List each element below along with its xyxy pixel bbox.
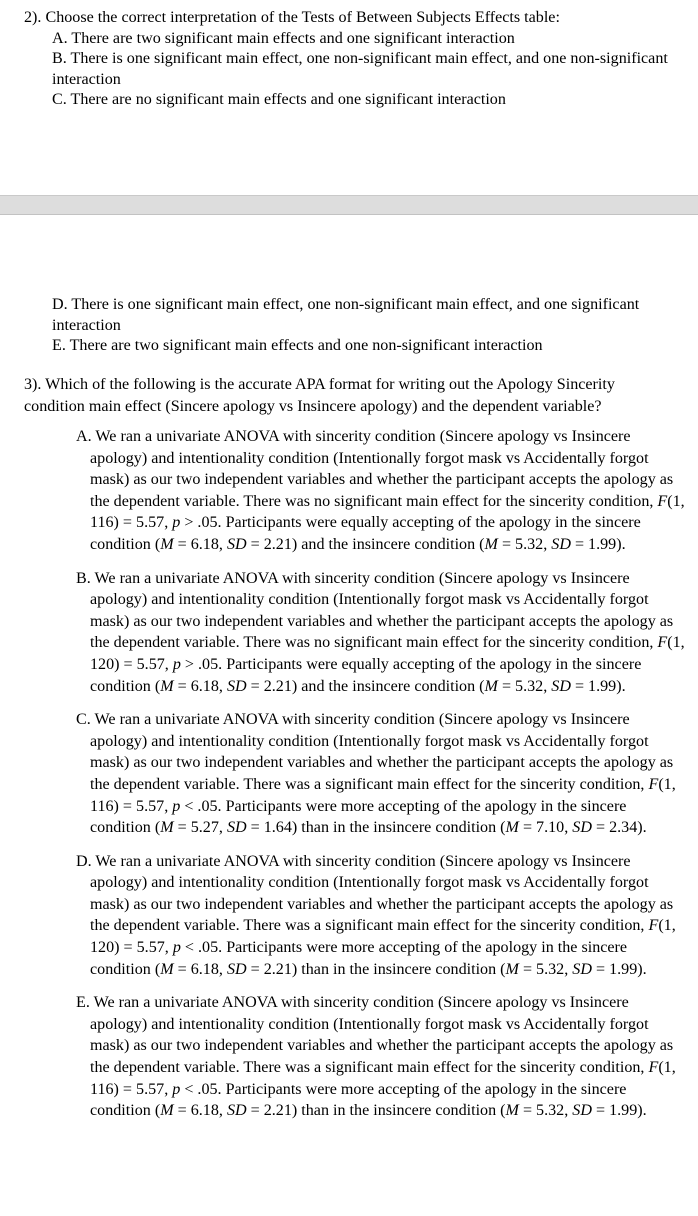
question-2-stem: 2). Choose the correct interpretation of the Tests of Between Subjects Effects table: [24,9,560,26]
option-b-sd2-symbol: SD [551,677,571,695]
option-c-lead-text: We ran a univariate ANOVA with sincerity condition (Sincere apology vs Insincere apology) and intentionality condition (Intentionally forgot mask vs Accidentally forgot mask) as our two independent variables and whether the participant accepts the apology as the dependent variable. There was a significant main effect for the sincerity condition, [90,711,674,793]
option-a-p-value: > .05. [180,514,226,532]
option-c-f-symbol: F [648,775,659,793]
option-b-m1-symbol: M [160,677,174,695]
question-2-option-a[interactable]: A. There are two significant main effects and one significant interaction [52,29,515,47]
option-e-sd2-value: = 1.99). [591,1102,647,1120]
option-d-m1-symbol: M [160,960,174,978]
option-a-p-symbol: p [172,514,181,532]
option-b-middle-text: Participants were equally accepting of the apology in the sincere condition ( [90,655,642,695]
option-e-m2-value: = 5.32, [518,1102,573,1120]
option-c-p-symbol: p [172,797,181,815]
option-e-p-value: < .05. [180,1080,226,1098]
option-c-m1-value: = 5.27, [173,819,227,837]
option-d-lead-text: We ran a univariate ANOVA with sincerity condition (Sincere apology vs Insincere apology) and intentionality condition (Intentionally forgot mask vs Accidentally forgot mask) as our two independent variables and whether the participant accepts the apology as the dependent variable. There was a significant main effect for the sincerity condition, [90,852,674,935]
option-c-letter: C. [76,711,91,729]
option-e-letter: E. [76,994,90,1012]
option-a-m2-symbol: M [484,535,498,553]
question-2-option-e[interactable]: E. There are two significant main effects and one non-significant interaction [52,337,543,354]
option-b-letter: B. [76,569,91,587]
option-c-middle-text: Participants were more accepting of the apology in the sincere condition ( [90,797,627,837]
option-a-lead-text: We ran a univariate ANOVA with sincerity condition (Sincere apology vs Insincere apology) and intentionality condition (Intentionally forgot mask vs Accidentally forgot mask) as our two independent variables and whether the participant accepts the apology as the dependent variable. There was no significant main effect for the sincerity condition, [90,428,674,510]
option-d-sd2-value: = 1.99). [591,960,647,978]
option-b-sd1-value: = 2.21) and the insincere condition ( [246,677,485,695]
option-b-m2-symbol: M [484,677,498,695]
option-d-sd1-value: = 2.21) than in the insincere condition ( [246,960,506,978]
question-2-option-c[interactable]: C. There are no significant main effects and one significant interaction [52,91,506,108]
option-b-sd2-value: = 1.99). [570,677,626,695]
question-3-block [0,374,698,1122]
option-a-m2-value: = 5.32, [497,535,552,553]
option-c-m2-value: = 7.10, [518,819,573,837]
question-3-option-a[interactable] [0,426,698,556]
question-3-stem: 3). Which of the following is the accurate APA format for writing out the Apology Sincerity condition main effect (Sincere apology vs Insincere apology) and the dependent variable? [24,376,615,415]
question-2-option-d[interactable]: D. There is one significant main effect, one non-significant main effect, and one significant interaction [52,296,640,334]
option-a-sd1-value: = 2.21) and the insincere condition ( [246,535,485,553]
option-e-lead-text: We ran a univariate ANOVA with sincerity condition (Sincere apology vs Insincere apology) and intentionality condition (Intentionally forgot mask vs Accidentally forgot mask) as our two independent variables and whether the participant accepts the apology as the dependent variable. There was a significant main effect for the sincerity condition, [90,994,674,1077]
option-b-p-symbol: p [172,655,181,673]
option-b-m1-value: = 6.18, [173,677,227,695]
option-d-m1-value: = 6.18, [173,960,227,978]
option-a-middle-text: Participants were equally accepting of the apology in the sincere condition ( [90,514,641,553]
option-b-f-symbol: F [657,634,668,652]
option-d-sd2-symbol: SD [572,960,592,978]
option-b-lead-text: We ran a univariate ANOVA with sincerity condition (Sincere apology vs Insincere apology) and intentionality condition (Intentionally forgot mask vs Accidentally forgot mask) as our two independent variables and whether the participant accepts the apology as the dependent variable. There was no significant main effect for the sincerity condition, [90,569,674,652]
option-e-sd1-symbol: SD [226,1102,247,1120]
option-d-f-symbol: F [648,917,659,935]
option-a-sd2-symbol: SD [551,535,571,553]
option-e-f-symbol: F [648,1059,659,1077]
question-3-options-list [0,426,698,1122]
option-d-m2-symbol: M [505,960,519,978]
page-break-divider [0,195,698,215]
option-d-letter: D. [76,852,92,870]
option-a-letter: A. [76,428,92,445]
option-b-m2-value: = 5.32, [497,677,552,695]
question-3-option-b[interactable] [0,568,698,698]
option-d-f-params: (1, 120) = 5.57, [90,917,676,957]
option-a-f-symbol: F [657,492,668,510]
option-e-m1-value: = 6.18, [173,1102,227,1120]
option-e-middle-text: Participants were more accepting of the apology in the sincere condition ( [90,1080,627,1120]
option-c-sd2-value: = 2.34). [591,819,647,837]
option-c-f-params: (1, 116) = 5.57, [90,775,676,815]
option-a-m1-value: = 6.18, [173,535,227,553]
option-c-m2-symbol: M [505,819,519,837]
option-d-middle-text: Participants were more accepting of the apology in the sincere condition ( [90,939,628,978]
option-c-m1-symbol: M [160,819,174,837]
question-3-option-d[interactable] [0,851,698,981]
option-e-sd2-symbol: SD [572,1102,592,1120]
question-2-block [0,8,698,111]
option-e-f-params: (1, 116) = 5.57, [90,1059,676,1098]
option-c-sd2-symbol: SD [572,819,592,837]
option-e-m1-symbol: M [160,1102,174,1120]
option-a-m1-symbol: M [160,535,174,553]
option-d-p-value: < .05. [180,939,227,957]
option-e-m2-symbol: M [505,1102,519,1120]
option-c-sd1-value: = 1.64) than in the insincere condition ( [246,819,506,837]
option-d-m2-value: = 5.32, [518,960,573,978]
option-b-p-value: > .05. [180,655,227,673]
question-2-options-list [0,29,698,111]
option-c-sd1-symbol: SD [226,819,247,837]
option-a-sd2-value: = 1.99). [570,535,626,553]
option-d-sd1-symbol: SD [226,960,247,978]
question-2-continuation-block [0,295,698,357]
option-a-sd1-symbol: SD [226,535,247,553]
option-d-p-symbol: p [172,939,181,957]
option-b-sd1-symbol: SD [226,677,247,695]
question-3-option-e[interactable] [0,992,698,1122]
question-3-option-c[interactable] [0,709,698,839]
option-e-sd1-value: = 2.21) than in the insincere condition ( [246,1102,506,1120]
option-c-p-value: < .05. [180,797,226,815]
option-b-f-params: (1, 120) = 5.57, [90,634,685,673]
option-a-f-params: (1, 116) = 5.57, [90,492,685,532]
question-2-option-b[interactable]: B. There is one significant main effect, one non-significant main effect, and one non-significant interaction [52,50,668,88]
option-e-p-symbol: p [172,1080,181,1098]
